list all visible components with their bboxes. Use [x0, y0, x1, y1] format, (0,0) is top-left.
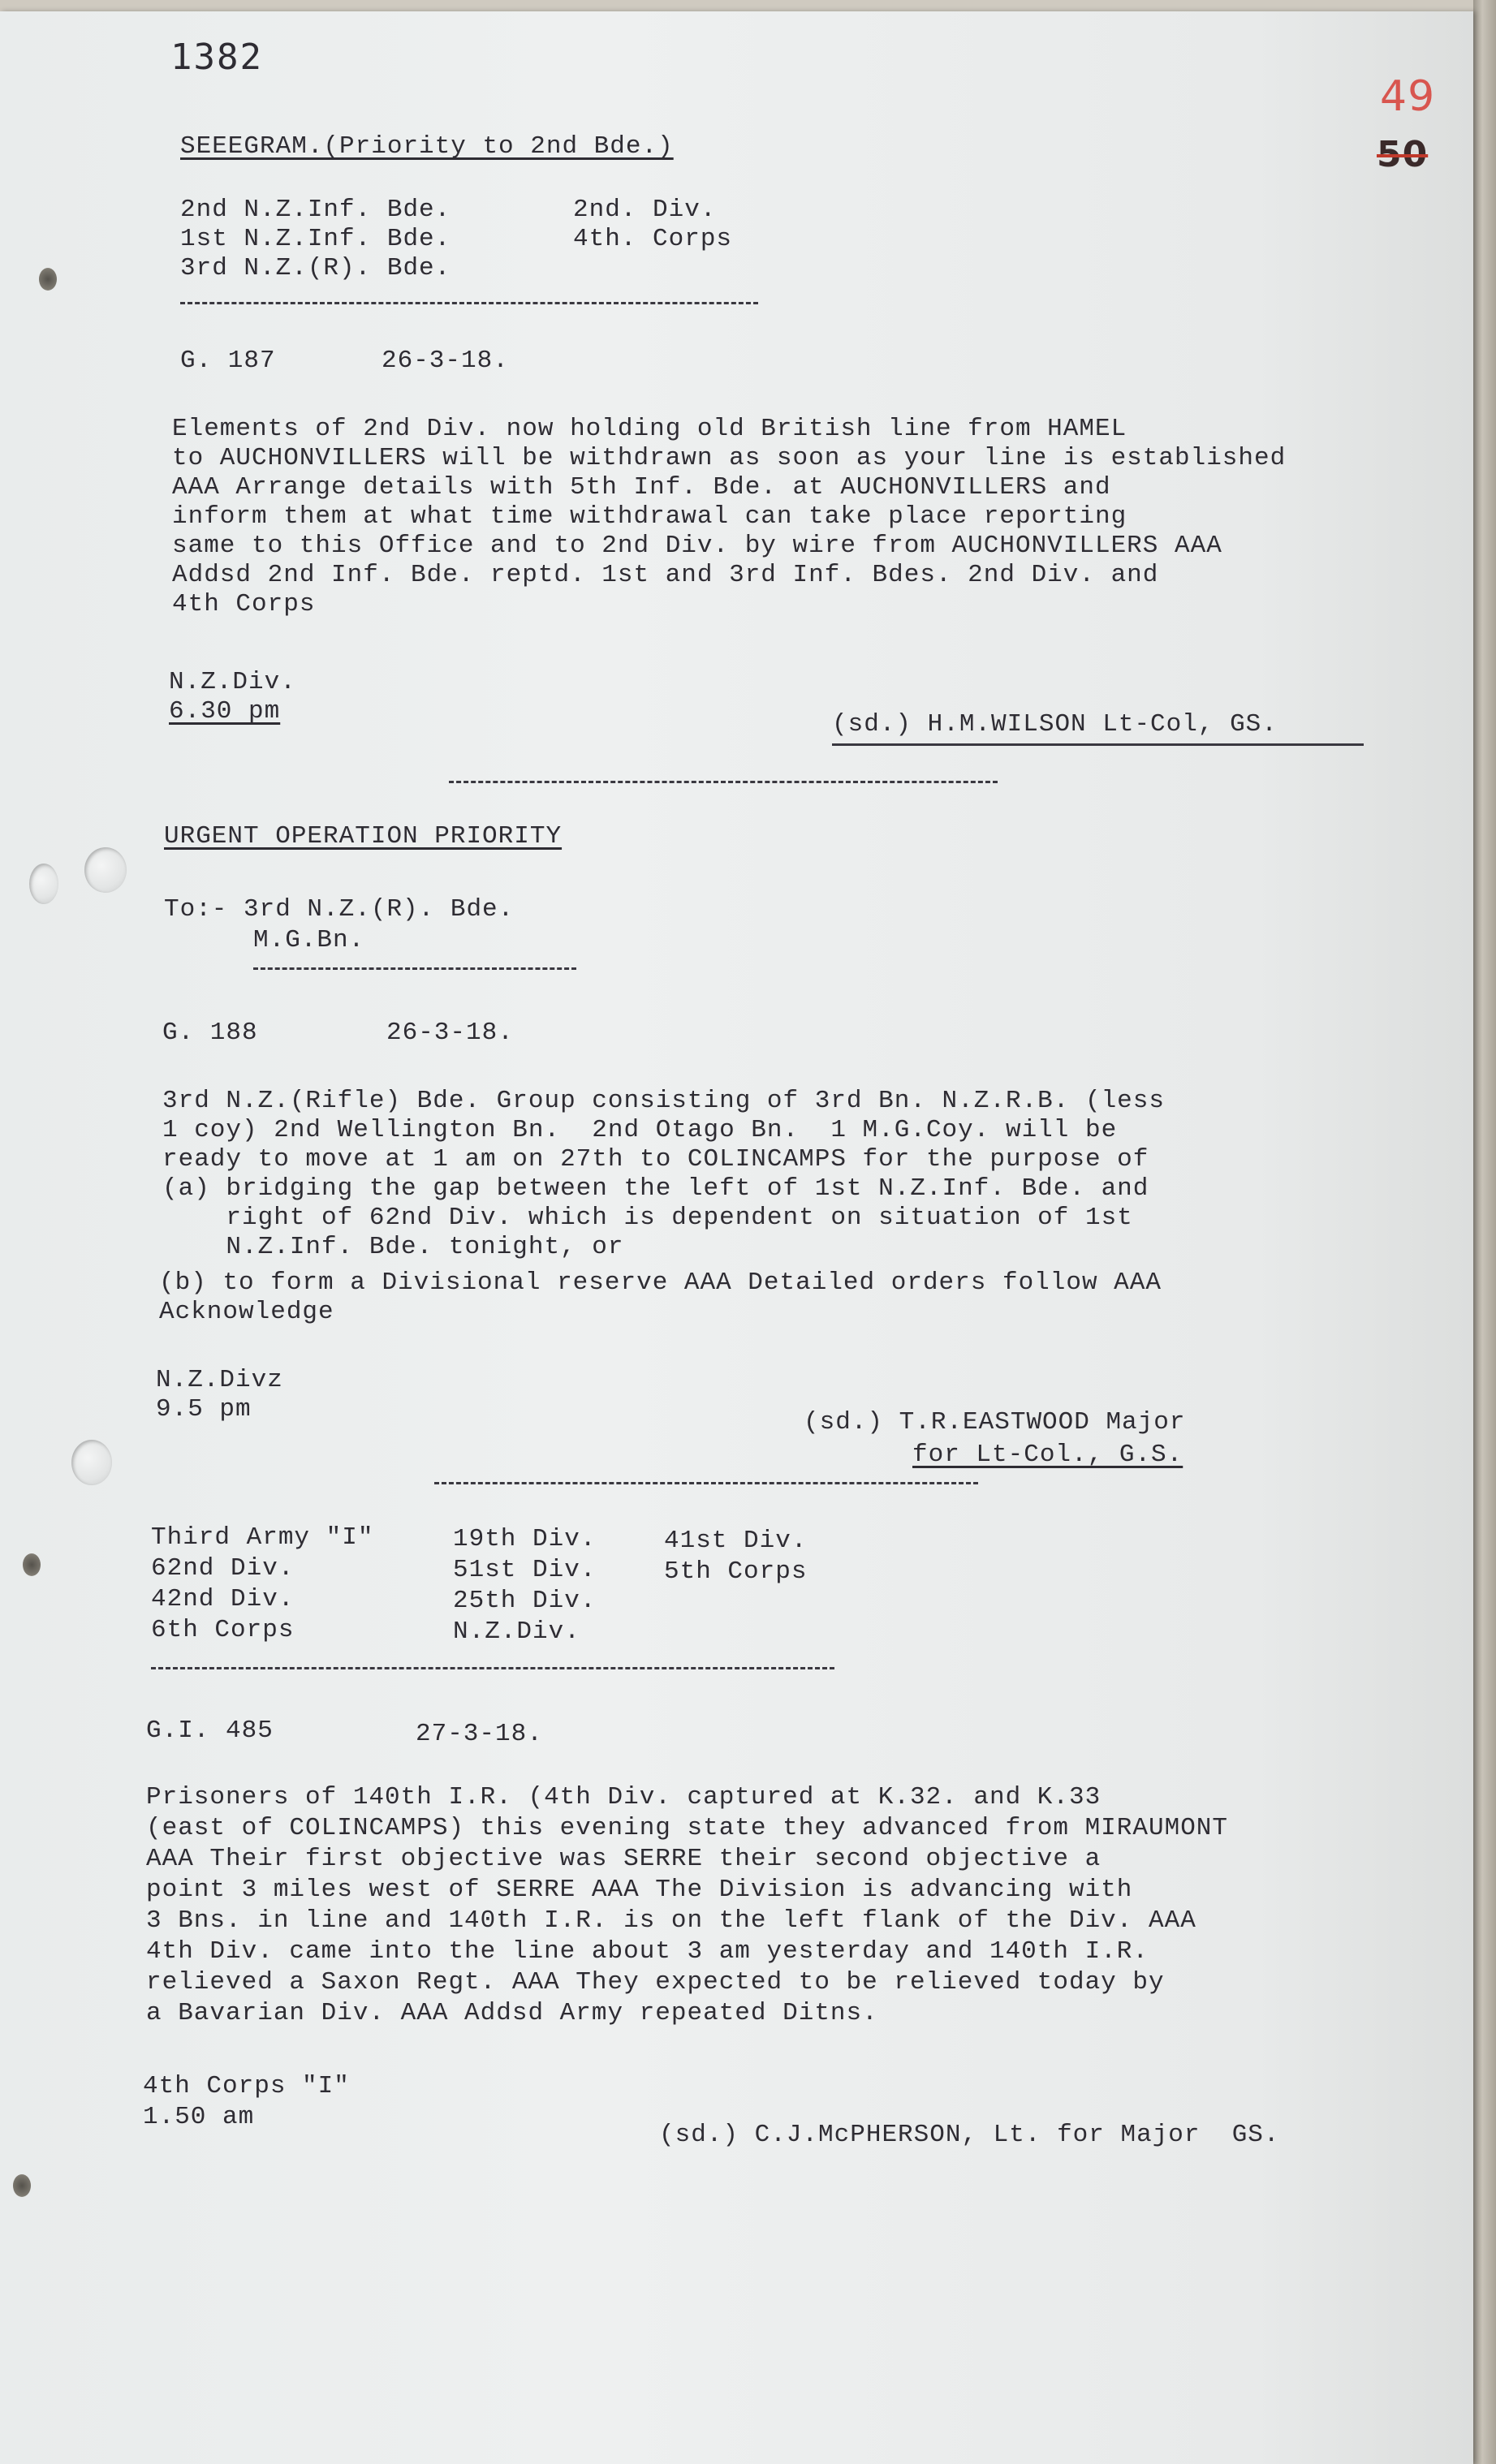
- addressee: 5th Corps: [664, 1557, 808, 1586]
- body-line: N.Z.Inf. Bde. tonight, or: [162, 1233, 624, 1261]
- punch-hole-icon: [39, 268, 57, 291]
- message-ref: G.I. 485: [146, 1717, 274, 1745]
- addressee: 2nd N.Z.Inf. Bde.: [180, 196, 451, 224]
- body-line: Elements of 2nd Div. now holding old British line from HAMEL: [172, 415, 1127, 443]
- punch-hole-icon: [71, 1440, 112, 1485]
- body-line: ready to move at 1 am on 27th to COLINCAMPS for the purpose of: [162, 1145, 1149, 1174]
- signature-underline: [832, 743, 1364, 746]
- message-ref: G. 188: [162, 1019, 258, 1047]
- divider: [434, 1482, 978, 1484]
- message-header: URGENT OPERATION PRIORITY: [164, 822, 563, 851]
- addressee: M.G.Bn.: [253, 926, 365, 954]
- body-line: Addsd 2nd Inf. Bde. reptd. 1st and 3rd Inf. Bdes. 2nd Div. and: [172, 561, 1159, 589]
- document-page: [0, 11, 1473, 2464]
- punch-hole-icon: [29, 864, 58, 904]
- divider: [151, 1667, 834, 1669]
- body-line: relieved a Saxon Regt. AAA They expected to be relieved today by: [146, 1968, 1165, 1997]
- body-line: same to this Office and to 2nd Div. by wire from AUCHONVILLERS AAA: [172, 532, 1222, 560]
- message-date: 26-3-18.: [386, 1019, 514, 1047]
- punch-hole-icon: [84, 847, 127, 893]
- addressee: N.Z.Div.: [453, 1618, 580, 1646]
- body-line: right of 62nd Div. which is dependent on situation of 1st: [162, 1204, 1133, 1232]
- origin: N.Z.Div.: [169, 668, 296, 696]
- body-line: AAA Arrange details with 5th Inf. Bde. at AUCHONVILLERS and: [172, 473, 1111, 502]
- addressee: 62nd Div.: [151, 1554, 295, 1583]
- body-line: to AUCHONVILLERS will be withdrawn as soon as your line is established: [172, 444, 1287, 472]
- addressee: To:- 3rd N.Z.(R). Bde.: [164, 895, 515, 924]
- body-line: (b) to form a Divisional reserve AAA Detailed orders follow AAA: [159, 1269, 1162, 1297]
- body-line: inform them at what time withdrawal can take place reporting: [172, 502, 1127, 531]
- punch-hole-icon: [13, 2174, 31, 2197]
- addressee: 42nd Div.: [151, 1585, 295, 1613]
- body-line: point 3 miles west of SERRE AAA The Division is advancing with: [146, 1876, 1133, 1904]
- signature: (sd.) H.M.WILSON Lt-Col, GS.: [832, 710, 1278, 739]
- addressee: 41st Div.: [664, 1527, 808, 1555]
- time: 1.50 am: [143, 2103, 255, 2131]
- addressee: 1st N.Z.Inf. Bde.: [180, 225, 451, 253]
- body-line: 4th Div. came into the line about 3 am yesterday and 140th I.R.: [146, 1937, 1149, 1966]
- message-header: SEEEGRAM.(Priority to 2nd Bde.): [180, 132, 674, 161]
- folio-number: 49: [1380, 72, 1436, 121]
- addressee: 2nd. Div.: [573, 196, 717, 224]
- addressee: 25th Div.: [453, 1587, 597, 1615]
- time: 9.5 pm: [156, 1395, 252, 1424]
- divider: [449, 781, 998, 783]
- signature: (sd.) T.R.EASTWOOD Major: [804, 1408, 1186, 1437]
- addressee: 6th Corps: [151, 1616, 295, 1644]
- message-date: 26-3-18.: [382, 347, 509, 375]
- addressee: 4th. Corps: [573, 225, 733, 253]
- time: 6.30 pm: [169, 697, 281, 726]
- body-line: 3 Bns. in line and 140th I.R. is on the left flank of the Div. AAA: [146, 1906, 1196, 1935]
- message-date: 27-3-18.: [416, 1720, 543, 1748]
- addressee: 19th Div.: [453, 1525, 597, 1553]
- divider: [253, 967, 576, 970]
- message-ref: G. 187: [180, 347, 276, 375]
- folio-number-struck: 50: [1377, 134, 1429, 175]
- body-line: 3rd N.Z.(Rifle) Bde. Group consisting of 3rd Bn. N.Z.R.B. (less: [162, 1087, 1165, 1115]
- signature: (sd.) C.J.McPHERSON, Lt. for Major GS.: [659, 2121, 1280, 2149]
- origin: N.Z.Divz: [156, 1366, 283, 1394]
- signature-title: for Lt-Col., G.S.: [912, 1441, 1183, 1469]
- punch-hole-icon: [23, 1553, 41, 1576]
- body-line: AAA Their first objective was SERRE their second objective a: [146, 1845, 1102, 1873]
- divider: [180, 302, 758, 304]
- body-line: (east of COLINCAMPS) this evening state they advanced from MIRAUMONT: [146, 1814, 1229, 1842]
- background-strip-right: [1473, 0, 1496, 2464]
- body-line: 4th Corps: [172, 590, 316, 618]
- body-line: (a) bridging the gap between the left of 1st N.Z.Inf. Bde. and: [162, 1174, 1149, 1203]
- addressee: 3rd N.Z.(R). Bde.: [180, 254, 451, 282]
- addressee: Third Army "I": [151, 1523, 374, 1552]
- background-strip-top: [0, 0, 1496, 11]
- body-line: 1 coy) 2nd Wellington Bn. 2nd Otago Bn. 1 M.G.Coy. will be: [162, 1116, 1118, 1144]
- origin: 4th Corps "I": [143, 2072, 350, 2100]
- body-line: a Bavarian Div. AAA Addsd Army repeated Ditns.: [146, 1999, 878, 2027]
- body-line: Prisoners of 140th I.R. (4th Div. captured at K.32. and K.33: [146, 1783, 1102, 1811]
- body-line: Acknowledge: [159, 1298, 334, 1326]
- addressee: 51st Div.: [453, 1556, 597, 1584]
- page-number: 1382: [170, 37, 263, 78]
